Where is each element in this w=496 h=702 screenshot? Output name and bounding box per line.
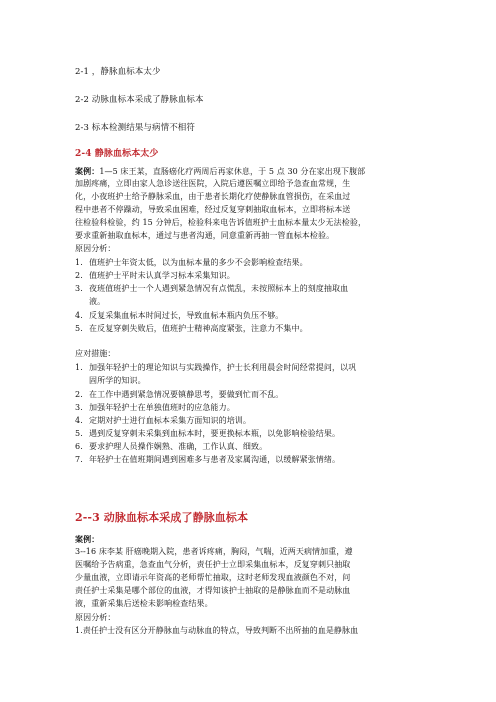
case-paragraph-line: 医嘱给予告病重，急查血气分析，责任护士立即采集血标本，反复穿刺只抽取	[75, 560, 351, 569]
case-paragraph-line: 责任护士采集是哪个部位的血液，才得知该护士抽取的是静脉血而不是动脉血	[75, 586, 351, 595]
toc-item-2: 2-2 动脉血标本采成了静脉血标本	[75, 95, 204, 105]
cause-item: 4. 反复采集血标本时间过长，导致血标本瓶内负压不够。	[75, 311, 284, 320]
case-paragraph-line: 少量血液，立即请示年资高的老师帮忙抽取，这时老师发现血液颜色不对，问	[75, 573, 351, 582]
cause-item-continuation: 液。	[89, 297, 106, 306]
measure-label: 应对措施：	[75, 349, 116, 358]
measure-item: 4. 定期对护士进行血标本采集方面知识的培训。	[75, 416, 251, 425]
measure-item: 7. 年轻护士在值班期间遇到困难多与患者及家属沟通，以缓解紧张情绪。	[75, 455, 341, 464]
toc-item-1: 2-1 ，静脉血标本太少	[75, 67, 161, 77]
cause-label: 原因分析：	[75, 613, 116, 622]
cause-item: 1.责任护士没有区分开静脉血与动脉血的特点，导致判断不出所抽的血是静脉血	[75, 626, 359, 635]
measure-item: 3. 加强年轻护士在单独值班时的应急能力。	[75, 403, 235, 412]
toc-item-3: 2-3 标本检测结果与病情不相符	[75, 123, 195, 133]
case-paragraph-line: 加剧疼痛，立即由家人急诊送往医院，入院后遵医嘱立即给予急查血常规，生	[75, 179, 351, 188]
case-label: 案例：	[75, 534, 100, 544]
case-paragraph-line: 程中患者不停躁动，导致采血困难，经过反复穿刺抽取血标本，立即将标本送	[75, 205, 351, 214]
section2-heading: 2--3 动脉血标本采成了静脉血标本	[75, 511, 249, 524]
case-paragraph-line: 化，小夜班护士给予静脉采血，由于患者长期化疗使静脉血管损伤，在采血过	[75, 192, 351, 201]
measure-item: 6. 要求护理人员操作娴熟、准确，工作认真、细致。	[75, 442, 268, 451]
case-paragraph-line: 液，重新采集后送检未影响检查结果。	[75, 599, 213, 608]
case-paragraph-line: 案例：1—5 床王某，直肠癌化疗两周后再家休息，于 5 点 30 分在家出现下腹部	[75, 166, 366, 176]
case-paragraph-line: 要求重新抽取血标本，通过与患者沟通，同意重新再抽一管血标本检验。	[75, 231, 335, 240]
case-paragraph-line: 往检验科检验，约 15 分钟后，检验科来电告诉值班护士血标本量太少无法检验，	[75, 218, 367, 227]
cause-item: 2. 值班护士平时未认真学习标本采集知识。	[75, 271, 235, 280]
cause-item: 3. 夜班值班护士一个人遇到紧急情况有点慌乱，未按照标本上的刻度抽取血	[75, 284, 349, 293]
cause-item: 1. 值班护士年资太低，以为血标本量的多少不会影响检查结果。	[75, 258, 308, 267]
measure-item: 2. 在工作中遇到紧急情况要镇静思考，要做到忙而不乱。	[75, 390, 284, 399]
cause-item: 5. 在反复穿刺失败后，值班护士精神高度紧张，注意力不集中。	[75, 324, 308, 333]
section1-heading: 2-4 静脉血标本太少	[75, 149, 159, 159]
measure-item: 1. 加强年轻护士的理论知识与实践操作，护士长利用晨会时间经常提问，以巩	[75, 363, 357, 372]
measure-item-continuation: 固所学的知识。	[89, 376, 146, 385]
case-paragraph-line: 3--16 床李某 肝癌晚期入院，患者诉疼痛，胸闷，气喘，近两天病情加重，遵	[75, 547, 353, 556]
cause-label: 原因分析：	[75, 244, 116, 253]
measure-item: 5. 遇到反复穿刺未采集到血标本时，要更换标本瓶，以免影响检验结果。	[75, 429, 341, 438]
